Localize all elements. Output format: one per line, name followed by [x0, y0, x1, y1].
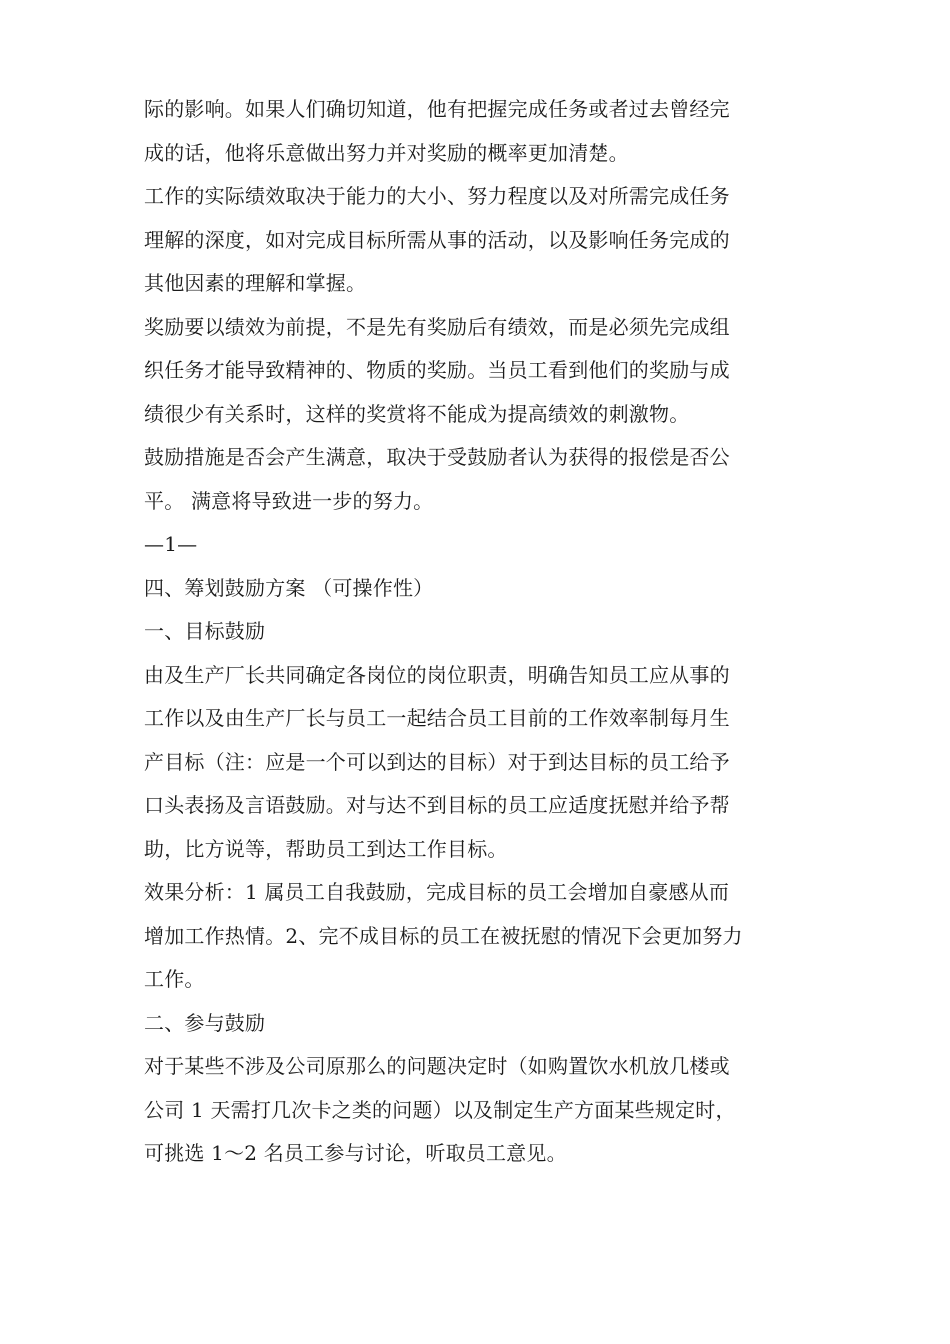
- paragraph-satisfaction: [144, 436, 824, 523]
- text-line: 公司 1 天需打几次卡之类的问题）以及制定生产方面某些规定时，: [144, 1097, 736, 1122]
- section-heading: [144, 567, 824, 611]
- page-number-text: —1—: [144, 532, 198, 556]
- text-line: 增加工作热情。2、完不成目标的员工在被抚慰的情况下会更加努力: [144, 923, 743, 948]
- text-line: 其他因素的理解和掌握。: [144, 271, 367, 295]
- text-line: 鼓励措施是否会产生满意，取决于受鼓励者认为获得的报偿是否公: [144, 445, 730, 469]
- text-line: 平。 满意将导致进一步的努力。: [144, 488, 434, 513]
- page-number: [144, 523, 824, 567]
- paragraph-effect-analysis: [144, 871, 824, 1002]
- text-line: 效果分析：1 属员工自我鼓励，完成目标的员工会增加自豪感从而: [144, 880, 730, 904]
- text-line: 绩很少有关系时，这样的奖赏将不能成为提高绩效的刺激物。: [144, 401, 690, 426]
- paragraph-participation: [144, 1045, 824, 1176]
- text-line: 可挑选 1～2 名员工参与讨论，听取员工意见。: [144, 1141, 567, 1165]
- subsection-heading-text: 二、参与鼓励: [144, 1010, 266, 1035]
- text-line: 口头表扬及言语鼓励。对与达不到目标的员工应适度抚慰并给予帮: [144, 793, 730, 817]
- subsection-heading-goal: [144, 610, 824, 654]
- paragraph-goal-incentive: [144, 654, 824, 872]
- text-line: 织任务才能导致精神的、物质的奖励。当员工看到他们的奖励与成: [144, 358, 730, 382]
- text-line: 工作的实际绩效取决于能力的大小、努力程度以及对所需完成任务: [144, 184, 730, 208]
- section-heading-text: 四、筹划鼓励方案 （可操作性）: [144, 575, 434, 600]
- paragraph-reward: [144, 306, 824, 437]
- text-line: 工作。: [144, 967, 205, 991]
- paragraph-expectancy: [144, 88, 824, 175]
- text-line: 产目标（注：应是一个可以到达的目标）对于到达目标的员工给予: [144, 749, 730, 774]
- text-line: 助，比方说等，帮助员工到达工作目标。: [144, 836, 508, 861]
- document-page: [144, 88, 824, 1176]
- text-line: 奖励要以绩效为前提，不是先有奖励后有绩效，而是必须先完成组: [144, 314, 730, 339]
- paragraph-performance: [144, 175, 824, 306]
- text-line: 工作以及由生产厂长与员工一起结合员工目前的工作效率制每月生: [144, 706, 730, 730]
- text-line: 际的影响。如果人们确切知道，他有把握完成任务或者过去曾经完: [144, 97, 730, 121]
- subsection-heading-text: 一、目标鼓励: [144, 619, 266, 643]
- text-line: 由及生产厂长共同确定各岗位的岗位职责，明确告知员工应从事的: [144, 662, 730, 687]
- text-line: 对于某些不涉及公司原那么的问题决定时（如购置饮水机放几楼或: [144, 1054, 730, 1078]
- text-line: 成的话，他将乐意做出努力并对奖励的概率更加清楚。: [144, 140, 629, 165]
- subsection-heading-participation: [144, 1002, 824, 1046]
- text-line: 理解的深度，如对完成目标所需从事的活动，以及影响任务完成的: [144, 227, 730, 252]
